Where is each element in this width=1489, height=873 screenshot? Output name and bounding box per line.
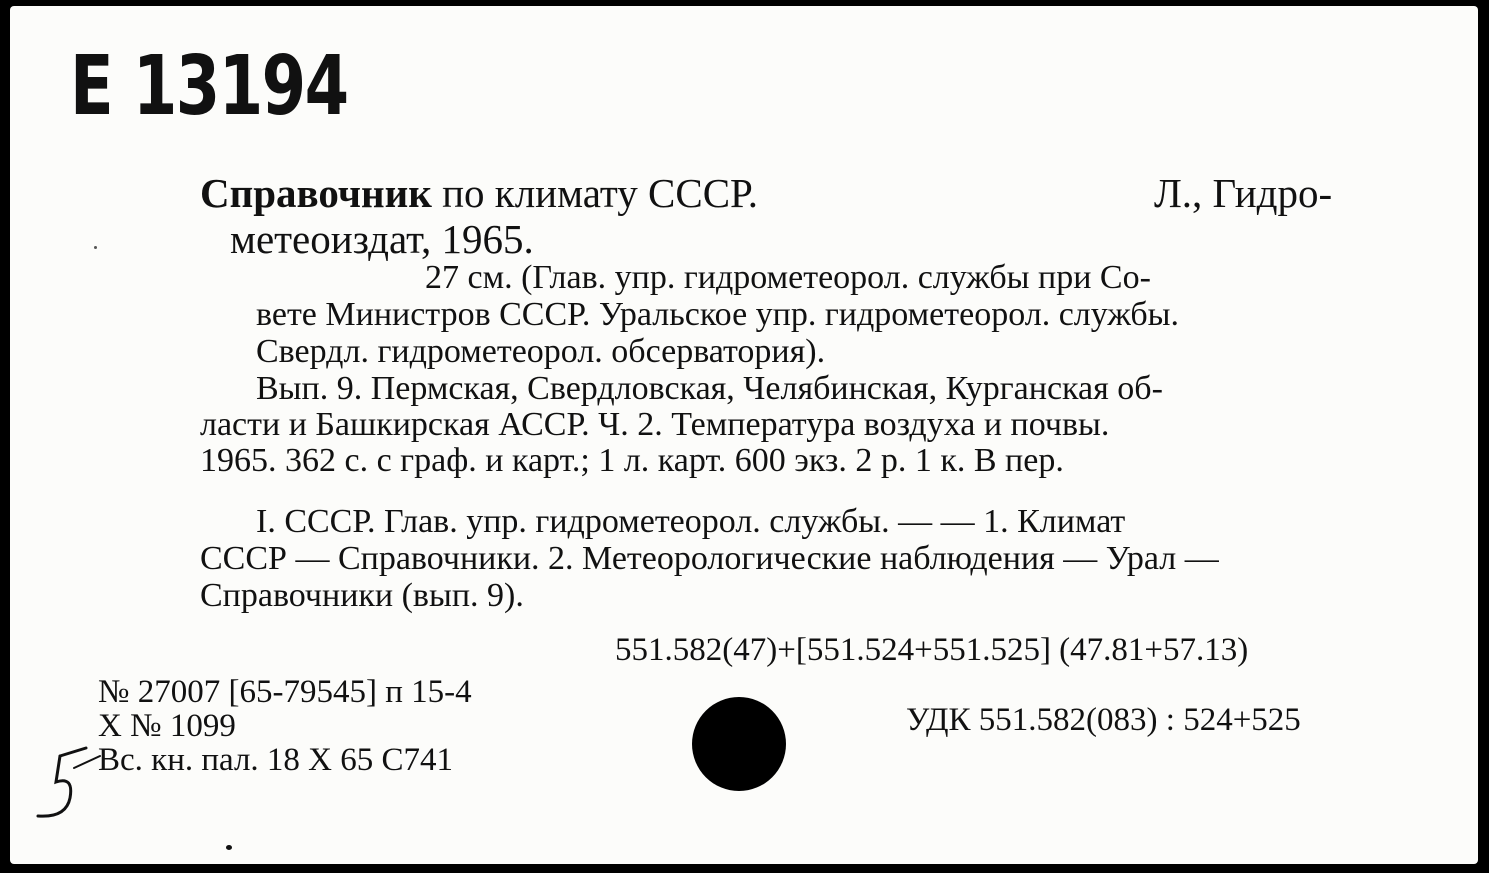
- handwritten-5: [34, 742, 144, 832]
- record-line: № 27007 [65-79545] п 15-4: [98, 674, 472, 710]
- udc-code: УДК 551.582(083) : 524+525: [906, 702, 1301, 738]
- description-line: Свердл. гидрометеорол. обсерватория).: [256, 333, 826, 370]
- publisher-line: метеоиздат, 1965.: [230, 216, 534, 262]
- description-line: 1965. 362 с. с граф. и карт.; 1 л. карт. 600 экз. 2 р. 1 к. В пер.: [200, 442, 1064, 479]
- description-line: 27 см. (Глав. упр. гидрометеорол. службы при Со-: [425, 259, 1151, 296]
- subject-line: I. СССР. Глав. упр. гидрометеорол. службы. — — 1. Климат: [256, 503, 1126, 540]
- description-line: вете Министров СССР. Уральское упр. гидрометеорол. службы.: [256, 296, 1180, 333]
- ink-dot: [94, 246, 97, 249]
- subject-line: СССР — Справочники. 2. Метеорологические наблюдения — Урал —: [200, 540, 1219, 577]
- punch-hole: [692, 697, 786, 791]
- description-line: ласти и Башкирская АССР. Ч. 2. Температура воздуха и почвы.: [200, 406, 1110, 443]
- record-line: Х № 1099: [98, 708, 236, 744]
- title-line: [200, 170, 758, 216]
- publication-place: Л., Гидро-: [1154, 170, 1333, 216]
- title-bold: Справочник: [200, 170, 432, 216]
- ink-dot: [226, 845, 232, 850]
- record-line: Вс. кн. пал. 18 Х 65 С741: [98, 742, 454, 778]
- title-rest: по климату СССР.: [431, 170, 758, 216]
- description-line: Вып. 9. Пермская, Свердловская, Челябинская, Курганская об-: [256, 370, 1163, 407]
- subject-line: Справочники (вып. 9).: [200, 577, 524, 614]
- catalog-number: Е 13194: [70, 39, 348, 134]
- classification-code: 551.582(47)+[551.524+551.525] (47.81+57.13): [615, 632, 1249, 668]
